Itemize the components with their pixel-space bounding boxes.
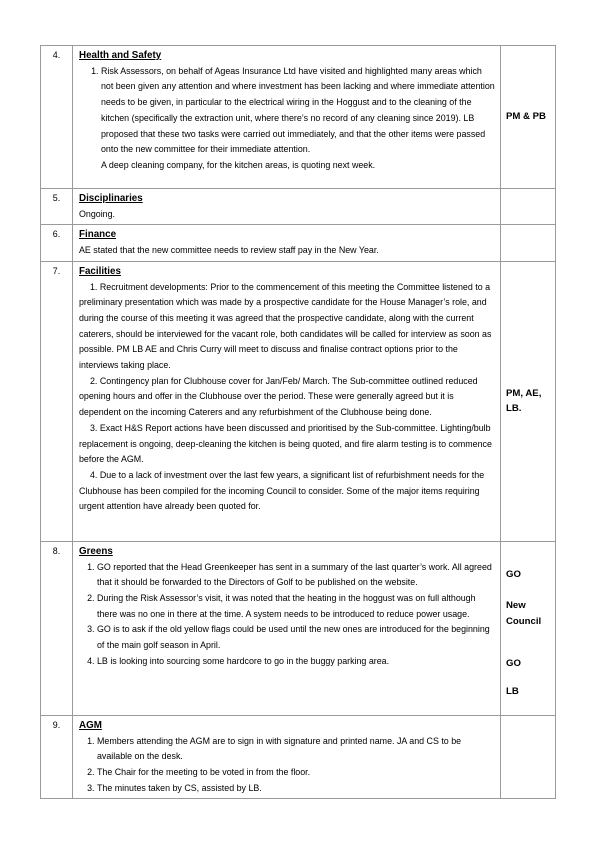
- item-number: 6.: [41, 225, 73, 261]
- item-list: [79, 734, 496, 797]
- item-body: [73, 541, 501, 715]
- table-row: [41, 225, 556, 261]
- list-item: 2. During the Risk Assessor’s visit, it was noted that the heating in the hoggust was on full although there was no one in there at the time. A system needs to be introduced to reduce power usage.: [97, 591, 496, 622]
- item-body: [73, 225, 501, 261]
- action-owner: GO: [506, 657, 521, 669]
- paragraph: 1. Recruitment developments: Prior to the commencement of this meeting the Committee listened to a preliminary presentation which was made by a prospective candidate for the House Manager’s role, and during the course of this meeting it was agreed that the prospective candidate, along with the current caterers, should be interviewed for the vacant role, both candidates will be called for interview as soon as possible. PM LB AE and Chris Curry will meet to discuss and finalise contract options prior to the interviews taking place.: [79, 281, 492, 371]
- action-owner: New Council: [506, 599, 542, 627]
- section-heading: Health and Safety: [79, 50, 162, 61]
- table-row: [41, 715, 556, 799]
- item-note: A deep cleaning company, for the kitchen areas, is quoting next week.: [101, 159, 376, 170]
- paragraph: 3. Exact H&S Report actions have been discussed and prioritised by the Sub-committee. Lighting/bulb replacement is ongoing, deep-cleaning the kitchen is being quoted, and fire alarm testing is to commence before the AGM.: [79, 422, 492, 465]
- action-owner: PM, AE, LB.: [501, 261, 556, 541]
- item-body: [73, 46, 501, 189]
- item-body: [73, 189, 501, 225]
- list-item: 3. GO is to ask if the old yellow flags could be used until the new ones are introduced for the beginning of the main golf season in April.: [97, 622, 496, 653]
- action-owner: LB: [506, 685, 519, 697]
- table-row: [41, 261, 556, 541]
- list-item: 3. The minutes taken by CS, assisted by LB.: [97, 781, 496, 797]
- section-heading: Disciplinaries: [79, 193, 143, 204]
- section-heading: Finance: [79, 229, 117, 241]
- item-list: [79, 560, 496, 670]
- table-row: [41, 46, 556, 189]
- list-item: 4. LB is looking into sourcing some hardcore to go in the buggy parking area.: [97, 654, 496, 670]
- item-list: [79, 64, 496, 158]
- action-owner: [501, 225, 556, 261]
- item-number: 5.: [41, 189, 73, 225]
- table-row: [41, 189, 556, 225]
- action-owners: [501, 541, 556, 715]
- item-number: 8.: [41, 541, 73, 715]
- list-item: 1. Risk Assessors, on behalf of Ageas Insurance Ltd have visited and highlighted many areas which not been given any attention and where investment has been lacking and where immediate attention needs to be given, in particular to the electrical wiring in the Hoggust and to the cleaning of the kitchen (specifically the extraction unit, where there’s no record of any cleaning since 2019). LB proposed that these two tasks were carried out immediately, and that the other items were passed onto the new committee for their immediate attention.: [101, 64, 496, 158]
- item-number: 9.: [41, 715, 73, 799]
- table-row: [41, 541, 556, 715]
- action-owner: [501, 715, 556, 799]
- item-text: AE stated that the new committee needs to review staff pay in the New Year.: [79, 245, 379, 256]
- item-text: Ongoing.: [79, 208, 116, 219]
- list-item: 1. Members attending the AGM are to sign in with signature and printed name. JA and CS to be available on the desk.: [97, 734, 496, 765]
- item-number: 4.: [41, 46, 73, 189]
- list-item: 2. The Chair for the meeting to be voted in from the floor.: [97, 765, 496, 781]
- item-body: [73, 261, 501, 541]
- section-heading: AGM: [79, 719, 102, 731]
- item-body: [73, 715, 501, 799]
- paragraph: 4. Due to a lack of investment over the last few years, a significant list of refurbishment needs for the Clubhouse has been compiled for the incoming Council to consider. Some of the major items requiring urgent attention have already been quoted for.: [79, 469, 485, 512]
- item-number: 7.: [41, 261, 73, 541]
- section-heading: Facilities: [79, 265, 121, 277]
- section-heading: Greens: [79, 545, 113, 557]
- action-owner: GO: [506, 568, 521, 580]
- action-owner: [501, 189, 556, 225]
- paragraph: 2. Contingency plan for Clubhouse cover for Jan/Feb/ March. The Sub-committee outlined reduced opening hours and offer in the Clubhouse over the period. These were generally agreed but it is dependent on the incoming Caterers and any refurbishment of the Clubhouse being done.: [79, 375, 478, 418]
- minutes-table: [40, 45, 556, 799]
- action-owner: PM & PB: [501, 46, 556, 189]
- list-item: 1. GO reported that the Head Greenkeeper has sent in a summary of the last quarter’s work. All agreed that it should be forwarded to the Directors of Golf to be published on the website.: [97, 560, 496, 591]
